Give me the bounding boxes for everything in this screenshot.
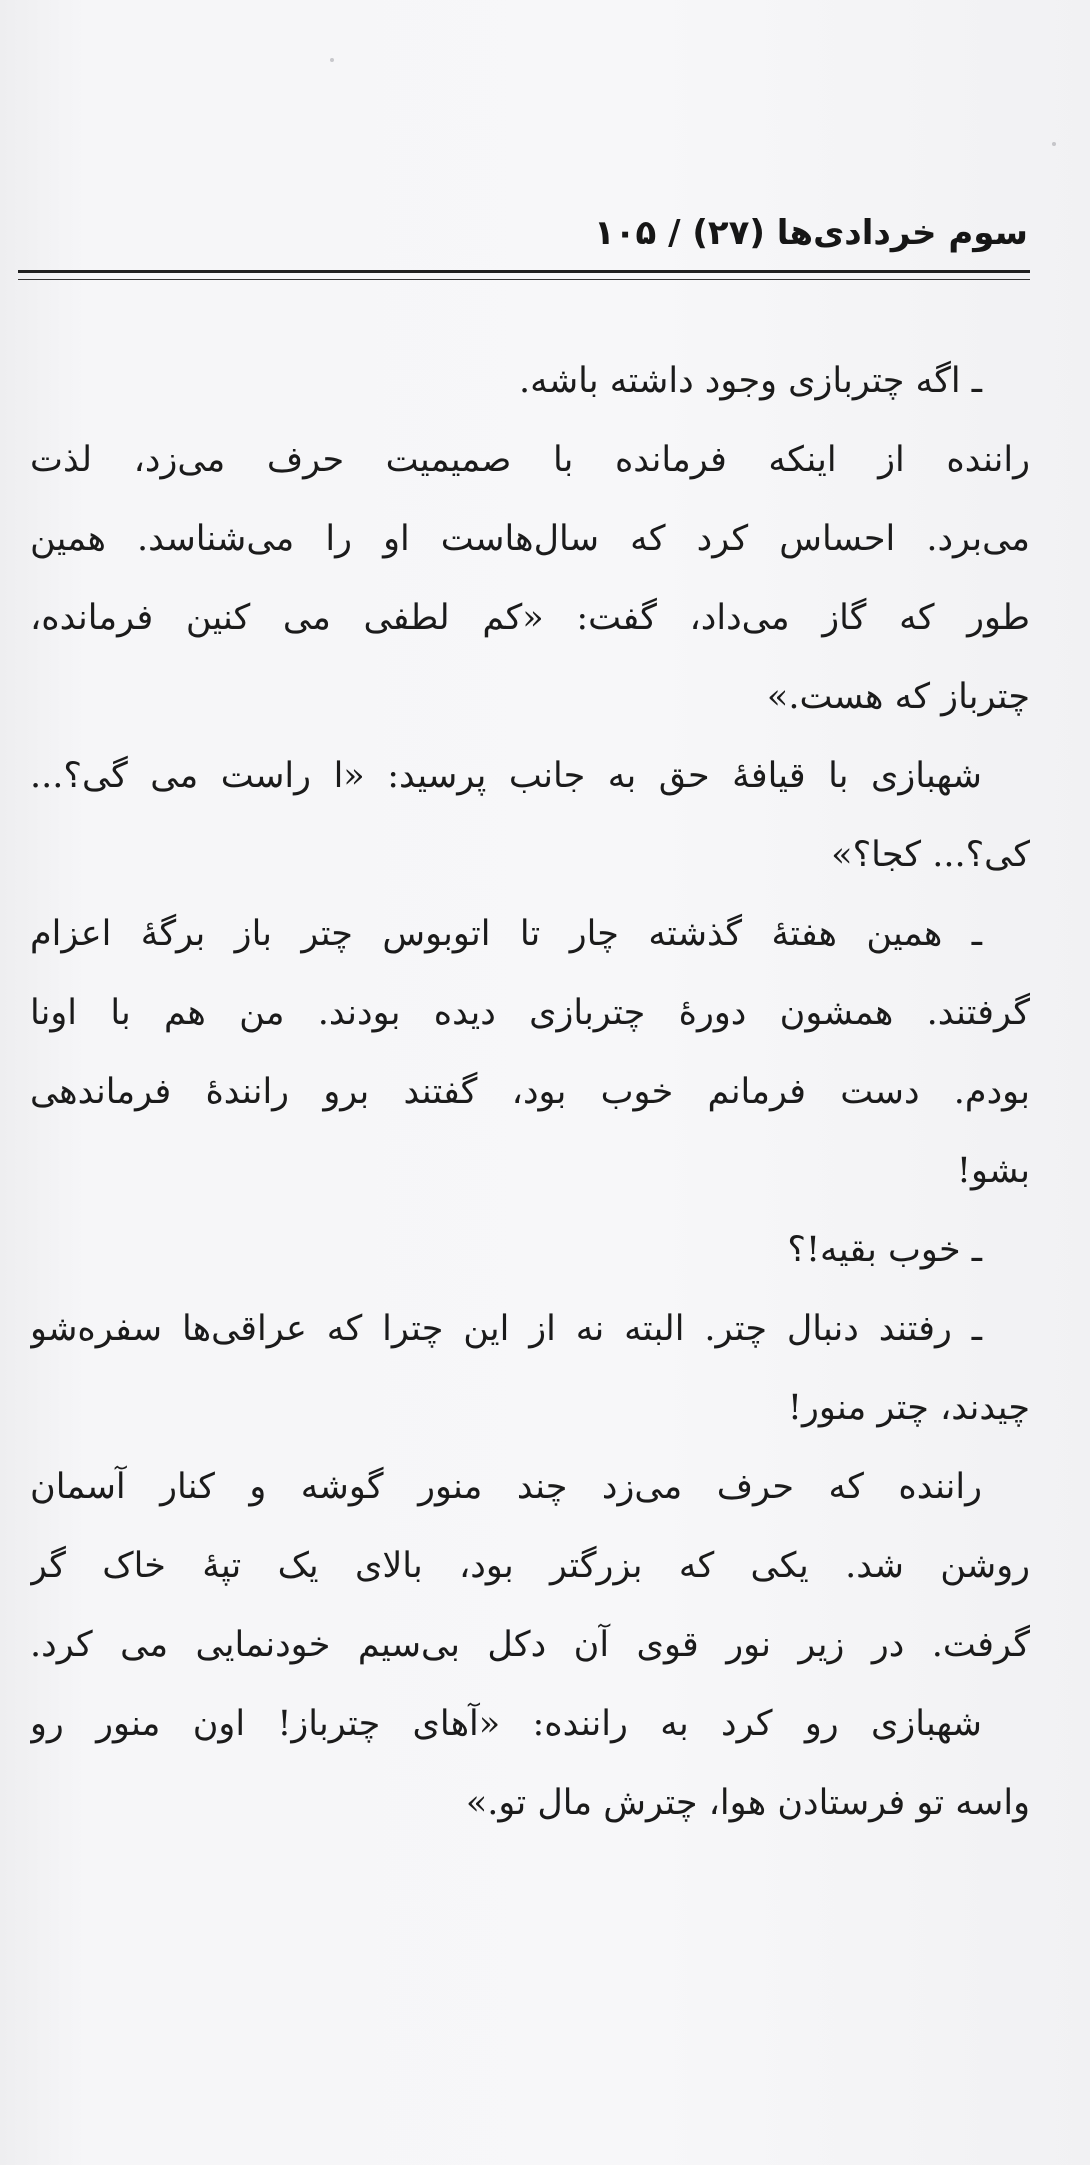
text-line: ـ همین هفتۀ گذشته چار تا اتوبوس چتر باز برگۀ اعزام (30, 914, 982, 954)
text-line: می‌برد. احساس کرد که سال‌هاست او را می‌شناسد. همین (30, 519, 1030, 559)
text-line: گرفتند. همشون دورۀ چتربازی دیده بودند. من هم با اونا (30, 993, 1030, 1033)
text-line: واسه تو فرستادن هوا، چترش مال تو.» (465, 1783, 1030, 1823)
header-rule-thick (18, 270, 1030, 273)
text-line: ـ خوب بقیه!؟ (787, 1230, 982, 1270)
text-line: راننده از اینکه فرمانده با صمیمیت حرف می‌زد، لذت (30, 440, 1030, 480)
running-title-with-page-number: سوم خردادی‌ها (۲۷) / ۱۰۵ (593, 213, 1028, 253)
paper-speck (330, 58, 334, 62)
page-header (18, 205, 1028, 265)
text-line: چیدند، چتر منور! (787, 1388, 1030, 1428)
text-line: شهبازی با قیافۀ حق به جانب پرسید: «ا راست می گی؟... (30, 756, 982, 796)
header-rule-thin (18, 279, 1030, 280)
text-line: شهبازی رو کرد به راننده: «آهای چترباز! اون منور رو (30, 1704, 982, 1744)
text-line: ـ اگه چتربازی وجود داشته باشه. (518, 361, 982, 401)
text-line: بشو! (956, 1151, 1030, 1191)
text-line: ـ رفتند دنبال چتر. البته نه از این چترا که عراقی‌ها سفره‌شو (30, 1309, 982, 1349)
text-line: گرفت. در زیر نور قوی آن دکل بی‌سیم خودنمایی می کرد. (30, 1625, 1030, 1665)
text-line: کی؟... کجا؟» (831, 835, 1030, 875)
body-text (30, 342, 1030, 1843)
paper-speck (1052, 142, 1056, 146)
text-line: بودم. دست فرمانم خوب بود، گفتند برو رانندۀ فرماندهی (30, 1072, 1030, 1112)
text-line: طور که گاز می‌داد، گفت: «کم لطفی می کنین فرمانده، (30, 598, 1030, 638)
text-line: روشن شد. یکی که بزرگتر بود، بالای یک تپۀ خاک گر (30, 1546, 1030, 1586)
text-line: چترباز که هست.» (766, 677, 1030, 717)
text-line: راننده که حرف می‌زد چند منور گوشه و کنار آسمان (30, 1467, 982, 1507)
